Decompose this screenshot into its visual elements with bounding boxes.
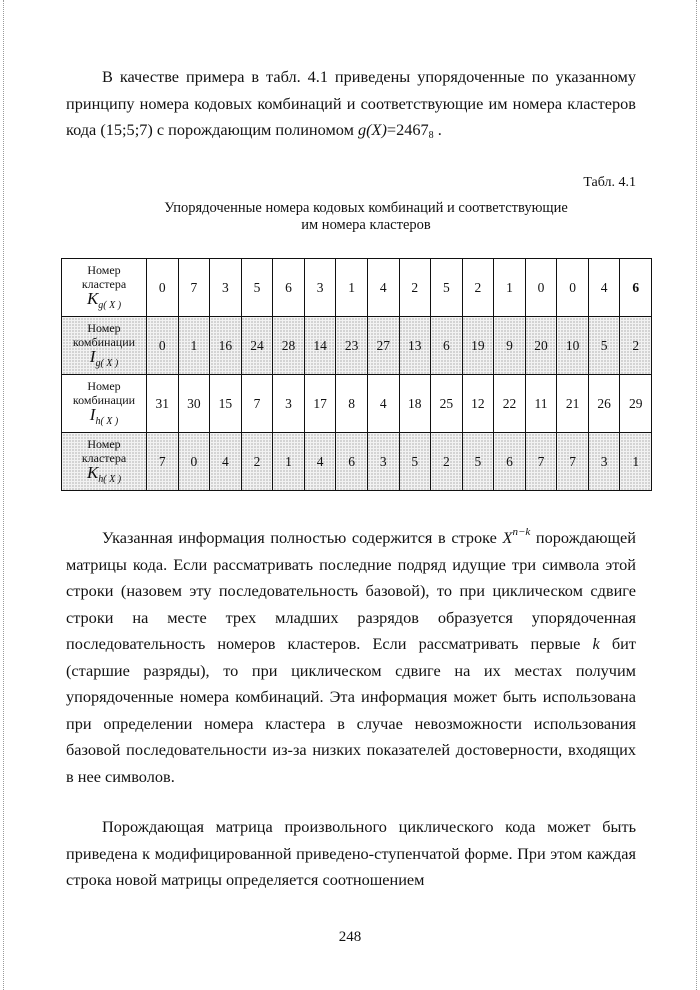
table-cell: 18 <box>399 375 431 433</box>
row-header <box>62 259 147 317</box>
table-cell: 30 <box>178 375 210 433</box>
x-symbol: X <box>502 528 513 547</box>
row-header-line2: комбинации <box>72 392 136 407</box>
page-edge-right <box>696 0 697 990</box>
table-cell: 13 <box>399 317 431 375</box>
table-row <box>62 375 652 433</box>
table-cell: 9 <box>494 317 526 375</box>
row-header-line2: кластера <box>81 450 127 465</box>
table-cell: 21 <box>557 375 589 433</box>
table-cell: 7 <box>178 259 210 317</box>
table-cell: 7 <box>525 433 557 491</box>
table-cell: 3 <box>273 375 305 433</box>
row-symbol: $K_{g( X )}$ <box>86 288 122 311</box>
table-cell: 1 <box>336 259 368 317</box>
table-cell: 1 <box>178 317 210 375</box>
generator-polynomial-symbol: g(X) <box>357 120 387 139</box>
table-cell: 0 <box>147 317 179 375</box>
table-cell: 0 <box>178 433 210 491</box>
table-cell: 3 <box>210 259 242 317</box>
row-header-line2: кластера <box>81 276 127 291</box>
table-cell: 19 <box>462 317 494 375</box>
page-number: 248 <box>338 929 362 945</box>
table-cell: 28 <box>273 317 305 375</box>
table-row <box>62 259 652 317</box>
table-cell: 24 <box>241 317 273 375</box>
table-cell: 14 <box>304 317 336 375</box>
table-cell: 12 <box>462 375 494 433</box>
row-header-line1: Номер <box>87 378 121 393</box>
table-cell: 29 <box>620 375 652 433</box>
table-cell: 2 <box>399 259 431 317</box>
table-cell: 3 <box>588 433 620 491</box>
table-cell: 5 <box>399 433 431 491</box>
table-cell: 2 <box>431 433 463 491</box>
paragraph-1: В качестве примера в табл. 4.1 приведены упорядоченные по указанному принципу номера кодовых комбинаций и соответствующие им номера кластеров кода (15;5;7) с порождающим полиномом $g(X)=2467_8$ . <box>66 67 636 141</box>
table-cell: 23 <box>336 317 368 375</box>
table-cell: 1 <box>273 433 305 491</box>
table-cell: 4 <box>367 259 399 317</box>
table-cell: 20 <box>525 317 557 375</box>
table-cell: 11 <box>525 375 557 433</box>
table-cell: 17 <box>304 375 336 433</box>
table-cell: 4 <box>588 259 620 317</box>
clusters-table <box>61 258 652 491</box>
table-cell: 2 <box>620 317 652 375</box>
table-cell: 4 <box>367 375 399 433</box>
table-cell: 0 <box>525 259 557 317</box>
table-cell: 4 <box>210 433 242 491</box>
generator-polynomial-value: =2467 <box>386 120 429 139</box>
table-cell: 7 <box>241 375 273 433</box>
table-cell: 5 <box>588 317 620 375</box>
row-header-line1: Номер <box>87 262 121 277</box>
table-cell: 15 <box>210 375 242 433</box>
x-superscript: n−k <box>512 526 531 538</box>
row-symbol: $I_{g( X )}$ <box>89 346 119 369</box>
table-cell: 5 <box>462 433 494 491</box>
table-cell: 6 <box>494 433 526 491</box>
table-cell: 2 <box>462 259 494 317</box>
table-cell: 3 <box>367 433 399 491</box>
paragraph-3: Порождающая матрица произвольного циклического кода может быть приведена к модифицированной приведено-ступенчатой форме. При этом каждая строка новой матрицы определяется соотношением <box>66 817 636 889</box>
row-header-line1: Номер <box>87 320 121 335</box>
row-header-line2: комбинации <box>72 334 136 349</box>
row-header <box>62 433 147 491</box>
row-header <box>62 317 147 375</box>
table-cell: 10 <box>557 317 589 375</box>
table-cell: 7 <box>557 433 589 491</box>
page-edge-left <box>3 0 4 990</box>
table-cell: 0 <box>147 259 179 317</box>
table-cell: 4 <box>304 433 336 491</box>
table-caption: Упорядоченные номера кодовых комбинаций и соответствующие им номера кластеров <box>164 200 568 233</box>
table-cell: 7 <box>147 433 179 491</box>
table-cell: 6 <box>273 259 305 317</box>
table-cell: 5 <box>431 259 463 317</box>
table-cell: 6 <box>336 433 368 491</box>
table-id-label: Табл. 4.1 <box>583 175 636 190</box>
table-cell: 2 <box>241 433 273 491</box>
table-cell: 27 <box>367 317 399 375</box>
row-header <box>62 375 147 433</box>
table-cell: 31 <box>147 375 179 433</box>
table-cell: 16 <box>210 317 242 375</box>
table-cell: 25 <box>431 375 463 433</box>
paragraph-2: Указанная информация полностью содержится в строке $X^{n-k}$ порождающей матрицы кода. Если рассматривать последние подряд идущие три символа этой строки (назовем эту последовательность базовой), то при циклическом сдвиге строки на месте трех младших разрядов образуется упорядоченная последовательность номеров кластеров. Если рассматривать первые k бит (старшие разряды), то при циклическом сдвиге на их местах получим упорядоченные номера комбинаций. Эта информация может быть использована при определении номера кластера в случае невозможности использования базовой последовательности из-за низких показателей достоверности, входящих в нее символов. <box>66 526 636 786</box>
k-symbol: k <box>592 634 600 653</box>
table-cell: 26 <box>588 375 620 433</box>
table-row <box>62 317 652 375</box>
table-cell: 8 <box>336 375 368 433</box>
table-row <box>62 433 652 491</box>
table-cell: 1 <box>620 433 652 491</box>
row-symbol: $K_{h( X )}$ <box>86 462 122 485</box>
generator-polynomial-base: 8 <box>428 130 434 141</box>
table-cell: 3 <box>304 259 336 317</box>
table-cell: 22 <box>494 375 526 433</box>
table-cell: 6 <box>431 317 463 375</box>
row-header-line1: Номер <box>87 436 121 451</box>
table-cell: 6 <box>620 259 652 317</box>
table-cell: 5 <box>241 259 273 317</box>
table-cell: 1 <box>494 259 526 317</box>
table-cell: 0 <box>557 259 589 317</box>
row-symbol: $I_{h( X )}$ <box>89 404 119 427</box>
